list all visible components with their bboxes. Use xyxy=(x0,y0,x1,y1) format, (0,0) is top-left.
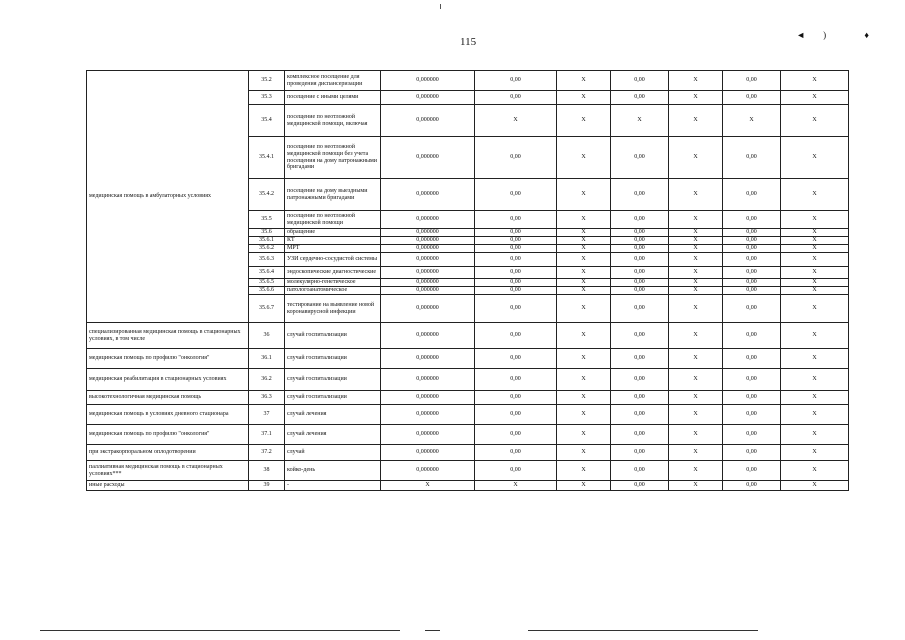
row-value: 0,00 xyxy=(723,287,781,295)
row-value: 0,00 xyxy=(475,229,557,237)
row-value: X xyxy=(669,211,723,229)
row-number: 37.1 xyxy=(249,425,285,445)
row-value: 0,000000 xyxy=(381,445,475,461)
row-value: X xyxy=(669,253,723,267)
row-value: 0,00 xyxy=(611,461,669,481)
row-value: 0,00 xyxy=(723,391,781,405)
row-value: 0,00 xyxy=(611,425,669,445)
row-value: 0,000000 xyxy=(381,425,475,445)
row-category: иные расходы xyxy=(87,481,249,491)
row-value: X xyxy=(781,229,849,237)
row-value: 0,00 xyxy=(475,253,557,267)
row-value: X xyxy=(669,323,723,349)
row-value: 0,00 xyxy=(723,245,781,253)
table-row xyxy=(87,71,849,91)
row-value: 0,000000 xyxy=(381,391,475,405)
row-value: X xyxy=(557,179,611,211)
row-unit: случай лечения xyxy=(285,405,381,425)
row-value: 0,00 xyxy=(475,179,557,211)
row-number: 35.4 xyxy=(249,105,285,137)
row-value: 0,00 xyxy=(723,279,781,287)
row-value: X xyxy=(781,71,849,91)
row-value: X xyxy=(781,267,849,279)
row-value: X xyxy=(781,237,849,245)
row-value: X xyxy=(557,279,611,287)
row-value: 0,00 xyxy=(475,267,557,279)
row-value: X xyxy=(781,391,849,405)
row-value: 0,00 xyxy=(611,295,669,323)
row-value: 0,00 xyxy=(475,323,557,349)
row-value: 0,00 xyxy=(611,279,669,287)
row-value: X xyxy=(557,349,611,369)
row-number: 35.3 xyxy=(249,91,285,105)
row-value: X xyxy=(669,461,723,481)
row-value: X xyxy=(475,481,557,491)
row-unit: молекулярно-генетическое xyxy=(285,279,381,287)
row-value: 0,00 xyxy=(611,391,669,405)
scan-tick-mark xyxy=(440,4,441,9)
row-value: 0,00 xyxy=(611,405,669,425)
row-value: 0,00 xyxy=(475,237,557,245)
row-unit: - xyxy=(285,481,381,491)
row-value: X xyxy=(781,323,849,349)
row-value: X xyxy=(557,323,611,349)
row-value: 0,000000 xyxy=(381,253,475,267)
row-unit: посещение по неотложной медицинской помощи без учета посещения на дому патронажными бригадами xyxy=(285,137,381,179)
row-value: 0,000000 xyxy=(381,349,475,369)
row-value: 0,000000 xyxy=(381,229,475,237)
row-value: 0,00 xyxy=(611,179,669,211)
row-value: X xyxy=(723,105,781,137)
row-value: X xyxy=(781,295,849,323)
row-value: 0,000000 xyxy=(381,179,475,211)
table-row xyxy=(87,481,849,491)
table-row xyxy=(87,445,849,461)
row-value: X xyxy=(557,71,611,91)
table-row xyxy=(87,425,849,445)
row-value: X xyxy=(557,481,611,491)
row-value: X xyxy=(669,105,723,137)
row-value: 0,00 xyxy=(475,245,557,253)
row-number: 35.6.4 xyxy=(249,267,285,279)
row-value: X xyxy=(669,445,723,461)
row-number: 35.4.2 xyxy=(249,179,285,211)
row-category: медицинская помощь в амбулаторных условиях xyxy=(87,71,249,323)
row-value: 0,00 xyxy=(723,481,781,491)
row-value: 0,00 xyxy=(723,461,781,481)
row-unit: МРТ xyxy=(285,245,381,253)
row-value: X xyxy=(781,425,849,445)
row-value: 0,000000 xyxy=(381,267,475,279)
row-value: 0,00 xyxy=(723,137,781,179)
row-number: 37 xyxy=(249,405,285,425)
row-value: 0,00 xyxy=(475,405,557,425)
row-unit: тестирование на выявление новой коронавирусной инфекции xyxy=(285,295,381,323)
footer-rules xyxy=(0,630,905,634)
row-value: X xyxy=(557,287,611,295)
row-value: 0,00 xyxy=(723,405,781,425)
row-value: 0,00 xyxy=(723,267,781,279)
row-value: X xyxy=(669,237,723,245)
row-value: 0,00 xyxy=(723,237,781,245)
row-value: 0,00 xyxy=(611,229,669,237)
row-value: X xyxy=(669,481,723,491)
row-category: медицинская реабилитация в стационарных условиях xyxy=(87,369,249,391)
row-value: 0,00 xyxy=(723,445,781,461)
row-unit: случай лечения xyxy=(285,425,381,445)
row-value: 0,00 xyxy=(475,391,557,405)
row-value: X xyxy=(781,369,849,391)
row-value: 0,000000 xyxy=(381,461,475,481)
row-category: медицинская помощь по профилю "онкология" xyxy=(87,425,249,445)
row-value: X xyxy=(781,481,849,491)
row-value: X xyxy=(781,461,849,481)
row-number: 35.6.7 xyxy=(249,295,285,323)
row-value: 0,00 xyxy=(475,445,557,461)
row-value: 0,00 xyxy=(723,229,781,237)
row-value: X xyxy=(557,445,611,461)
row-value: X xyxy=(781,287,849,295)
row-value: X xyxy=(669,229,723,237)
row-number: 35.2 xyxy=(249,71,285,91)
row-value: 0,00 xyxy=(611,323,669,349)
row-value: 0,00 xyxy=(611,349,669,369)
row-value: X xyxy=(669,369,723,391)
row-value: X xyxy=(557,253,611,267)
row-number: 37.2 xyxy=(249,445,285,461)
row-unit: случай госпитализации xyxy=(285,323,381,349)
row-value: 0,00 xyxy=(611,91,669,105)
row-value: X xyxy=(557,405,611,425)
row-value: 0,00 xyxy=(475,287,557,295)
data-table xyxy=(86,70,849,491)
row-unit: посещение с иными целями xyxy=(285,91,381,105)
row-value: X xyxy=(669,179,723,211)
row-value: 0,00 xyxy=(611,445,669,461)
table-row xyxy=(87,369,849,391)
row-value: X xyxy=(557,237,611,245)
row-unit: комплексное посещение для проведения диспансеризации xyxy=(285,71,381,91)
row-value: X xyxy=(557,91,611,105)
row-value: 0,00 xyxy=(475,461,557,481)
row-value: X xyxy=(557,229,611,237)
table-row xyxy=(87,391,849,405)
row-unit: случай госпитализации xyxy=(285,349,381,369)
row-value: X xyxy=(781,245,849,253)
row-value: 0,00 xyxy=(611,137,669,179)
row-number: 35.6.1 xyxy=(249,237,285,245)
row-number: 35.6 xyxy=(249,229,285,237)
row-value: X xyxy=(781,279,849,287)
row-value: 0,00 xyxy=(723,91,781,105)
row-value: 0,00 xyxy=(611,245,669,253)
row-value: X xyxy=(669,267,723,279)
row-number: 35.4.1 xyxy=(249,137,285,179)
row-value: X xyxy=(781,253,849,267)
row-category: паллиативная медицинская помощь в стационарных условиях*** xyxy=(87,461,249,481)
row-value: 0,00 xyxy=(475,349,557,369)
row-unit: КТ xyxy=(285,237,381,245)
row-value: 0,00 xyxy=(611,287,669,295)
row-value: 0,000000 xyxy=(381,211,475,229)
row-category: при экстракорпоральном оплодотворении xyxy=(87,445,249,461)
row-value: X xyxy=(781,91,849,105)
row-value: X xyxy=(557,369,611,391)
row-value: X xyxy=(781,349,849,369)
row-value: X xyxy=(781,211,849,229)
row-value: 0,00 xyxy=(611,237,669,245)
row-value: X xyxy=(557,137,611,179)
row-value: X xyxy=(781,105,849,137)
row-value: 0,000000 xyxy=(381,137,475,179)
table-row xyxy=(87,349,849,369)
row-value: 0,00 xyxy=(611,211,669,229)
row-category: медицинская помощь в условиях дневного стационара xyxy=(87,405,249,425)
row-value: 0,00 xyxy=(723,179,781,211)
row-value: X xyxy=(669,295,723,323)
row-value: X xyxy=(557,245,611,253)
row-unit: посещение по неотложной медицинской помощи xyxy=(285,211,381,229)
row-value: X xyxy=(669,137,723,179)
row-value: X xyxy=(781,405,849,425)
row-value: X xyxy=(669,287,723,295)
row-value: X xyxy=(781,179,849,211)
row-value: X xyxy=(611,105,669,137)
row-value: 0,00 xyxy=(475,279,557,287)
row-value: 0,000000 xyxy=(381,105,475,137)
row-value: 0,000000 xyxy=(381,369,475,391)
row-value: 0,000000 xyxy=(381,279,475,287)
row-unit: случай xyxy=(285,445,381,461)
row-value: 0,00 xyxy=(723,369,781,391)
row-value: 0,00 xyxy=(723,425,781,445)
row-unit: обращение xyxy=(285,229,381,237)
row-value: X xyxy=(781,137,849,179)
row-value: 0,00 xyxy=(475,211,557,229)
row-number: 35.6.2 xyxy=(249,245,285,253)
row-number: 39 xyxy=(249,481,285,491)
row-value: X xyxy=(781,445,849,461)
row-category: специализированная медицинская помощь в стационарных условиях, в том числе xyxy=(87,323,249,349)
row-unit: патологоанатомическое xyxy=(285,287,381,295)
row-value: X xyxy=(669,349,723,369)
row-value: 0,00 xyxy=(723,349,781,369)
row-unit: посещение по неотложной медицинской помощи, включая xyxy=(285,105,381,137)
row-value: X xyxy=(557,391,611,405)
row-value: 0,000000 xyxy=(381,91,475,105)
row-value: X xyxy=(557,425,611,445)
row-value: X xyxy=(669,425,723,445)
row-value: X xyxy=(669,245,723,253)
row-value: 0,000000 xyxy=(381,245,475,253)
row-value: 0,00 xyxy=(475,71,557,91)
row-number: 38 xyxy=(249,461,285,481)
row-number: 36.2 xyxy=(249,369,285,391)
row-value: X xyxy=(557,211,611,229)
row-value: 0,00 xyxy=(475,91,557,105)
row-value: X xyxy=(381,481,475,491)
row-value: 0,000000 xyxy=(381,287,475,295)
row-value: 0,00 xyxy=(723,295,781,323)
row-value: X xyxy=(669,279,723,287)
row-value: 0,00 xyxy=(611,71,669,91)
row-unit: случай госпитализации xyxy=(285,369,381,391)
row-unit: эндоскопические диагностические xyxy=(285,267,381,279)
row-value: 0,00 xyxy=(611,481,669,491)
table-row xyxy=(87,323,849,349)
row-value: 0,00 xyxy=(723,323,781,349)
row-value: 0,00 xyxy=(475,369,557,391)
row-value: 0,000000 xyxy=(381,405,475,425)
row-value: 0,00 xyxy=(723,71,781,91)
row-number: 35.6.5 xyxy=(249,279,285,287)
row-value: X xyxy=(557,295,611,323)
row-unit: УЗИ сердечно-сосудистой системы xyxy=(285,253,381,267)
row-number: 36.3 xyxy=(249,391,285,405)
row-value: 0,00 xyxy=(611,369,669,391)
row-value: 0,000000 xyxy=(381,295,475,323)
row-value: 0,00 xyxy=(611,253,669,267)
table-row xyxy=(87,405,849,425)
row-value: X xyxy=(557,267,611,279)
row-value: X xyxy=(669,405,723,425)
row-unit: посещение на дому выездными патронажными бригадами xyxy=(285,179,381,211)
table-row xyxy=(87,461,849,481)
row-value: X xyxy=(669,391,723,405)
row-value: X xyxy=(669,91,723,105)
row-value: 0,00 xyxy=(723,211,781,229)
row-value: X xyxy=(669,71,723,91)
row-category: высокотехнологичная медицинская помощь xyxy=(87,391,249,405)
row-value: 0,00 xyxy=(475,295,557,323)
corner-marks: ◄) ♦ xyxy=(796,30,887,40)
row-value: X xyxy=(557,461,611,481)
row-value: 0,000000 xyxy=(381,237,475,245)
row-value: 0,000000 xyxy=(381,71,475,91)
row-unit: случай госпитализации xyxy=(285,391,381,405)
row-value: X xyxy=(557,105,611,137)
row-value: 0,000000 xyxy=(381,323,475,349)
row-number: 35.6.3 xyxy=(249,253,285,267)
row-number: 35.6.6 xyxy=(249,287,285,295)
row-value: 0,00 xyxy=(723,253,781,267)
row-value: 0,00 xyxy=(475,425,557,445)
row-number: 35.5 xyxy=(249,211,285,229)
row-value: 0,00 xyxy=(475,137,557,179)
row-category: медицинская помощь по профилю "онкология" xyxy=(87,349,249,369)
row-number: 36.1 xyxy=(249,349,285,369)
row-value: X xyxy=(475,105,557,137)
page-number: 115 xyxy=(460,36,477,48)
row-number: 36 xyxy=(249,323,285,349)
row-value: 0,00 xyxy=(611,267,669,279)
row-unit: койко-день xyxy=(285,461,381,481)
